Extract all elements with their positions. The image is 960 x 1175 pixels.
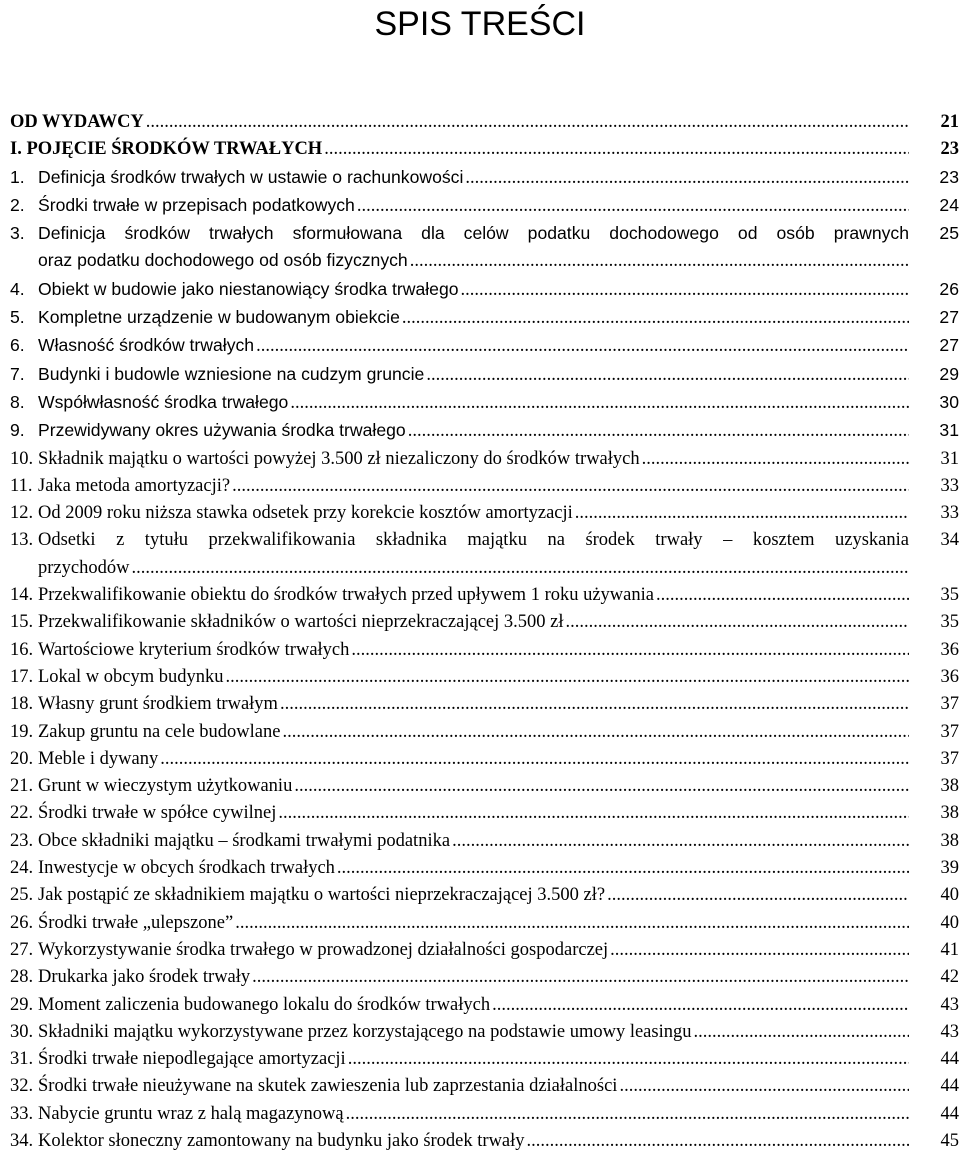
toc-entry[interactable] bbox=[10, 828, 960, 855]
page-title: SPIS TREŚCI bbox=[374, 5, 586, 43]
toc-entry-main bbox=[38, 473, 909, 500]
toc-entry-page: 38 bbox=[940, 803, 959, 824]
toc-entry-page: 40 bbox=[940, 885, 959, 906]
toc-entry-page: 45 bbox=[940, 1130, 959, 1151]
toc-entry-main bbox=[38, 361, 909, 389]
toc-entry-main bbox=[38, 1101, 909, 1128]
toc-entry-body bbox=[10, 1101, 909, 1128]
toc-entry[interactable] bbox=[10, 773, 960, 800]
toc-entry[interactable] bbox=[10, 220, 960, 276]
toc-entry-number: 26. bbox=[10, 912, 34, 933]
dot-leader bbox=[290, 390, 909, 417]
toc-entry-body bbox=[10, 136, 909, 163]
toc-entry-main bbox=[38, 719, 909, 746]
toc-entry-title: Obiekt w budowie jako niestanowiący środka trwałego bbox=[38, 278, 459, 299]
toc-entry[interactable] bbox=[10, 527, 960, 582]
toc-entry-main bbox=[38, 964, 909, 991]
toc-entry-title: I. POJĘCIE ŚRODKÓW TRWAŁYCH bbox=[10, 139, 323, 160]
toc-entry-page: 29 bbox=[939, 363, 959, 384]
toc-entry-body bbox=[10, 109, 909, 136]
toc-entry-number: 27. bbox=[10, 939, 34, 960]
dot-leader bbox=[146, 109, 909, 136]
toc-entry-number: 1. bbox=[10, 166, 25, 187]
toc-entry[interactable] bbox=[10, 719, 960, 746]
toc-entry[interactable] bbox=[10, 1073, 960, 1100]
toc-entry-page: 44 bbox=[940, 1076, 959, 1097]
toc-entry-body bbox=[10, 220, 909, 276]
toc-entry-page: 37 bbox=[940, 694, 959, 715]
toc-entry-title: Meble i dywany bbox=[38, 748, 159, 769]
toc-entry-number: 3. bbox=[10, 223, 25, 244]
toc-entry-number: 5. bbox=[10, 307, 25, 328]
toc-entry-body bbox=[10, 910, 909, 937]
toc-entry-page: 36 bbox=[940, 639, 959, 660]
toc-entry-body bbox=[10, 937, 909, 964]
toc-entry-main bbox=[38, 937, 909, 964]
toc-entry[interactable] bbox=[10, 304, 960, 332]
toc-entry-body bbox=[10, 473, 909, 500]
toc-entry-main bbox=[38, 691, 909, 718]
toc-entry-page: 35 bbox=[940, 612, 959, 633]
toc-entry-page: 31 bbox=[939, 420, 959, 441]
toc-entry-title: Kompletne urządzenie w budowanym obiekcie bbox=[38, 307, 400, 328]
toc-entry-number: 4. bbox=[10, 278, 25, 299]
dot-leader bbox=[426, 362, 909, 389]
dot-leader bbox=[160, 746, 909, 773]
toc-entry-page: 39 bbox=[940, 858, 959, 879]
dot-leader bbox=[324, 136, 909, 163]
toc-entry[interactable] bbox=[10, 964, 960, 991]
toc-entry-page: 23 bbox=[939, 166, 959, 187]
toc-entry-main bbox=[38, 332, 909, 360]
dot-leader bbox=[461, 277, 909, 304]
dot-leader bbox=[452, 828, 909, 855]
dot-leader bbox=[410, 248, 909, 275]
toc-entry-page: 40 bbox=[940, 912, 959, 933]
toc-entry[interactable] bbox=[10, 389, 960, 417]
dot-leader bbox=[346, 1101, 909, 1128]
toc-entry-main bbox=[10, 136, 909, 163]
toc-entry-page: 38 bbox=[940, 776, 959, 797]
toc-entry-number: 19. bbox=[10, 721, 34, 742]
toc-entry-page: 31 bbox=[940, 448, 959, 469]
dot-leader bbox=[607, 882, 909, 909]
toc-entry-page: 27 bbox=[939, 335, 959, 356]
toc-entry-page: 30 bbox=[939, 391, 959, 412]
toc-entry[interactable] bbox=[10, 500, 960, 527]
toc-entry-body bbox=[10, 609, 909, 636]
toc-entry-page: 24 bbox=[939, 194, 959, 215]
toc-entry-number: 12. bbox=[10, 503, 34, 524]
toc-entry-body bbox=[10, 527, 909, 582]
toc-entry-body bbox=[10, 855, 909, 882]
toc-entry-main bbox=[38, 1019, 909, 1046]
toc-entry-title: Własność środków trwałych bbox=[38, 335, 255, 356]
toc-entry-title: Środki trwałe nieużywane na skutek zawieszenia lub zaprzestania działalności bbox=[38, 1076, 618, 1097]
toc-entry-title: Środki trwałe niepodlegające amortyzacji bbox=[38, 1049, 346, 1070]
toc-entry[interactable] bbox=[10, 361, 960, 389]
toc-entry-page: 36 bbox=[940, 666, 959, 687]
dot-leader bbox=[252, 964, 909, 991]
toc-entry[interactable] bbox=[10, 192, 960, 220]
toc-entry[interactable] bbox=[10, 446, 960, 473]
toc-entry-title: Drukarka jako środek trwały bbox=[38, 967, 251, 988]
toc-entry-main bbox=[38, 828, 909, 855]
toc-entry-page: 42 bbox=[940, 967, 959, 988]
toc-entry-title: Przekwalifikowanie obiektu do środków trwałych przed upływem 1 roku używania bbox=[38, 585, 654, 606]
toc-entry-number: 17. bbox=[10, 666, 34, 687]
toc-entry-main bbox=[38, 500, 909, 527]
toc-entry-body bbox=[10, 992, 909, 1019]
toc-entry-number: 6. bbox=[10, 335, 25, 356]
toc-entry-title: Lokal w obcym budynku bbox=[38, 666, 224, 687]
toc-entry-main bbox=[38, 637, 909, 664]
toc-entry-body bbox=[10, 389, 909, 417]
toc-entry[interactable] bbox=[10, 136, 960, 163]
toc-entry-body bbox=[10, 882, 909, 909]
toc-entry-body bbox=[10, 1128, 909, 1155]
dot-leader bbox=[693, 1019, 909, 1046]
toc-entry-number: 25. bbox=[10, 885, 34, 906]
toc-entry-main bbox=[38, 664, 909, 691]
toc-entry[interactable] bbox=[10, 582, 960, 609]
toc-entry-number: 20. bbox=[10, 748, 34, 769]
toc-entry-number: 33. bbox=[10, 1103, 34, 1124]
toc-entry-page: 27 bbox=[939, 307, 959, 328]
toc-entry-number: 31. bbox=[10, 1049, 34, 1070]
toc-entry-body bbox=[10, 417, 909, 445]
toc-entry-body bbox=[10, 582, 909, 609]
toc-entry-title: Inwestycje w obcych środkach trwałych bbox=[38, 858, 335, 879]
toc-entry-body bbox=[10, 664, 909, 691]
toc-entry-page: 37 bbox=[940, 721, 959, 742]
toc-entry-title: Budynki i budowle wzniesione na cudzym gruncie bbox=[38, 363, 425, 384]
toc-entry-number: 2. bbox=[10, 194, 25, 215]
toc-entry-body bbox=[10, 500, 909, 527]
dot-leader bbox=[278, 800, 909, 827]
toc-entry-number: 13. bbox=[10, 530, 34, 551]
toc-entry[interactable] bbox=[10, 1046, 960, 1073]
dot-leader bbox=[337, 855, 909, 882]
toc-entry-number: 7. bbox=[10, 363, 25, 384]
toc-entry-title: Wartościowe kryterium środków trwałych bbox=[38, 639, 350, 660]
toc-entry-number: 8. bbox=[10, 391, 25, 412]
toc-entry[interactable] bbox=[10, 417, 960, 445]
toc-entry-number: 18. bbox=[10, 694, 34, 715]
toc-entry-body bbox=[10, 1073, 909, 1100]
toc-entry-page: 43 bbox=[940, 994, 959, 1015]
toc-entry-number: 23. bbox=[10, 830, 34, 851]
toc-entry-body bbox=[10, 361, 909, 389]
toc-entry-number: 28. bbox=[10, 967, 34, 988]
toc-entry-main bbox=[38, 992, 909, 1019]
toc-entry-number: 22. bbox=[10, 803, 34, 824]
dot-leader bbox=[527, 1128, 909, 1155]
toc-entry-body bbox=[10, 276, 909, 304]
toc-entry-body bbox=[10, 773, 909, 800]
toc-entry-number: 11. bbox=[10, 475, 33, 496]
dot-leader bbox=[492, 992, 909, 1019]
toc-entry-body bbox=[10, 446, 909, 473]
toc-entry-body bbox=[10, 719, 909, 746]
toc-entry-main bbox=[38, 304, 909, 332]
toc-entry-number: 21. bbox=[10, 776, 34, 797]
toc-entry-title: Zakup gruntu na cele budowlane bbox=[38, 721, 281, 742]
toc-entry-title: Jak postąpić ze składnikiem majątku o wartości nieprzekraczającej 3.500 zł? bbox=[38, 885, 606, 906]
toc-entry-body bbox=[10, 691, 909, 718]
toc-entry-body bbox=[10, 964, 909, 991]
dot-leader bbox=[348, 1046, 909, 1073]
toc-entry-body bbox=[10, 800, 909, 827]
toc-entry-main bbox=[38, 276, 909, 304]
toc-entry-main bbox=[38, 192, 909, 220]
toc-entry-title: Własny grunt środkiem trwałym bbox=[38, 694, 278, 715]
toc-entry[interactable] bbox=[10, 855, 960, 882]
toc-entry-body bbox=[10, 828, 909, 855]
toc-entry-main bbox=[38, 389, 909, 417]
toc-entry[interactable] bbox=[10, 637, 960, 664]
toc-entry-title: Kolektor słoneczny zamontowany na budynku jako środek trwały bbox=[38, 1130, 525, 1151]
toc-entry-page: 34 bbox=[940, 530, 959, 551]
dot-leader bbox=[619, 1073, 909, 1100]
toc-entry-body bbox=[10, 192, 909, 220]
toc-entry-page: 38 bbox=[940, 830, 959, 851]
toc-entry-number: 32. bbox=[10, 1076, 34, 1097]
toc-entry-main bbox=[38, 746, 909, 773]
toc-entry-page: 35 bbox=[940, 585, 959, 606]
dot-leader bbox=[575, 500, 909, 527]
toc-entry-title-continuation: oraz podatku dochodowego od osób fizycznych bbox=[38, 250, 408, 271]
toc-entry[interactable] bbox=[10, 910, 960, 937]
toc-entry-number: 24. bbox=[10, 858, 34, 879]
toc-entry-page: 33 bbox=[940, 475, 959, 496]
toc-entry[interactable] bbox=[10, 109, 960, 136]
toc-entry-main bbox=[38, 855, 909, 882]
toc-entry-title: Moment zaliczenia budowanego lokalu do środków trwałych bbox=[38, 994, 491, 1015]
toc-entry-title: Definicja środków trwałych w ustawie o rachunkowości bbox=[38, 166, 464, 187]
toc-entry-page: 25 bbox=[939, 223, 959, 244]
toc-entry-main bbox=[38, 1073, 909, 1100]
toc-entry-title: Przekwalifikowanie składników o wartości nieprzekraczającej 3.500 zł bbox=[38, 612, 564, 633]
toc-entry-page: 41 bbox=[940, 939, 959, 960]
toc-entry[interactable] bbox=[10, 937, 960, 964]
toc-entry-number: 16. bbox=[10, 639, 34, 660]
toc-entry-main bbox=[38, 773, 909, 800]
toc-entry-number: 29. bbox=[10, 994, 34, 1015]
toc-entry[interactable] bbox=[10, 473, 960, 500]
toc-entry-main bbox=[38, 527, 909, 582]
toc-entry-number: 34. bbox=[10, 1130, 34, 1151]
toc-entry-title: Wykorzystywanie środka trwałego w prowadzonej działalności gospodarczej bbox=[38, 939, 609, 960]
toc-entry-main bbox=[38, 609, 909, 636]
toc-entry-main bbox=[38, 910, 909, 937]
dot-leader bbox=[226, 664, 910, 691]
toc-entry-body bbox=[10, 746, 909, 773]
toc-entry-main bbox=[38, 800, 909, 827]
toc-entry-page: 26 bbox=[939, 278, 959, 299]
toc-entry-body bbox=[10, 304, 909, 332]
toc-entry[interactable] bbox=[10, 164, 960, 192]
toc-entry[interactable] bbox=[10, 746, 960, 773]
toc-entry-main bbox=[38, 1128, 909, 1155]
toc-entry-main bbox=[38, 417, 909, 445]
toc-entry-title: Składnik majątku o wartości powyżej 3.500 zł niezaliczony do środków trwałych bbox=[38, 448, 640, 469]
toc-entry-title: Współwłasność środka trwałego bbox=[38, 391, 289, 412]
toc-entry-body bbox=[10, 164, 909, 192]
toc-entry-number: 10. bbox=[10, 448, 34, 469]
toc-entry-main bbox=[38, 1046, 909, 1073]
toc-entry-page: 37 bbox=[940, 748, 959, 769]
toc-entry-body bbox=[10, 1046, 909, 1073]
dot-leader bbox=[235, 910, 909, 937]
toc-entry[interactable] bbox=[10, 1128, 960, 1155]
toc-entry-title-continuation: przychodów bbox=[38, 557, 130, 578]
toc-entry-main bbox=[10, 109, 909, 136]
table-of-contents bbox=[10, 109, 960, 1155]
toc-entry[interactable] bbox=[10, 332, 960, 360]
toc-entry-number: 30. bbox=[10, 1021, 34, 1042]
dot-leader bbox=[656, 582, 909, 609]
dot-leader bbox=[465, 165, 909, 192]
toc-entry-title: Środki trwałe w spółce cywilnej bbox=[38, 803, 277, 824]
toc-entry-title: Definicja środków trwałych sformułowana dla celów podatku dochodowego od osób prawnych bbox=[38, 223, 909, 244]
dot-leader bbox=[408, 418, 909, 445]
toc-entry-body bbox=[10, 1019, 909, 1046]
dot-leader bbox=[256, 333, 909, 360]
toc-entry[interactable] bbox=[10, 664, 960, 691]
toc-entry-main bbox=[38, 220, 909, 276]
toc-entry-title: Od 2009 roku niższa stawka odsetek przy korekcie kosztów amortyzacji bbox=[38, 503, 573, 524]
toc-entry[interactable] bbox=[10, 1019, 960, 1046]
dot-leader bbox=[294, 773, 909, 800]
toc-entry[interactable] bbox=[10, 276, 960, 304]
toc-entry-body bbox=[10, 637, 909, 664]
dot-leader bbox=[351, 637, 909, 664]
toc-entry-number: 9. bbox=[10, 420, 25, 441]
toc-entry-number: 15. bbox=[10, 612, 34, 633]
dot-leader bbox=[402, 305, 909, 332]
toc-entry-page: 43 bbox=[940, 1021, 959, 1042]
toc-entry-page: 44 bbox=[940, 1049, 959, 1070]
toc-entry-title: Nabycie gruntu wraz z halą magazynową bbox=[38, 1103, 344, 1124]
dot-leader bbox=[131, 555, 909, 582]
toc-entry[interactable] bbox=[10, 800, 960, 827]
toc-entry-page: 23 bbox=[940, 139, 959, 160]
toc-entry-page: 21 bbox=[940, 112, 959, 132]
toc-entry-title: Środki trwałe „ulepszone” bbox=[38, 912, 234, 933]
toc-entry-title: Środki trwałe w przepisach podatkowych bbox=[38, 194, 355, 215]
toc-entry-title: Przewidywany okres używania środka trwałego bbox=[38, 420, 406, 441]
toc-entry[interactable] bbox=[10, 1101, 960, 1128]
toc-entry-title: OD WYDAWCY bbox=[10, 112, 144, 132]
toc-entry-title: Grunt w wieczystym użytkowaniu bbox=[38, 776, 293, 797]
toc-entry-title: Składniki majątku wykorzystywane przez korzystającego na podstawie umowy leasingu bbox=[38, 1021, 692, 1042]
toc-entry-title: Jaka metoda amortyzacji? bbox=[38, 475, 231, 496]
toc-entry[interactable] bbox=[10, 609, 960, 636]
toc-entry-number: 14. bbox=[10, 585, 34, 606]
dot-leader bbox=[566, 609, 910, 636]
dot-leader bbox=[610, 937, 909, 964]
toc-entry[interactable] bbox=[10, 992, 960, 1019]
dot-leader bbox=[280, 691, 909, 718]
dot-leader bbox=[357, 193, 909, 220]
toc-entry-body bbox=[10, 332, 909, 360]
toc-entry[interactable] bbox=[10, 882, 960, 909]
dot-leader bbox=[232, 473, 909, 500]
toc-entry-page: 33 bbox=[940, 503, 959, 524]
toc-entry-main bbox=[38, 882, 909, 909]
toc-entry-main bbox=[38, 446, 909, 473]
toc-entry[interactable] bbox=[10, 691, 960, 718]
toc-entry-main bbox=[38, 582, 909, 609]
toc-entry-title: Obce składniki majątku – środkami trwałymi podatnika bbox=[38, 830, 451, 851]
dot-leader bbox=[642, 446, 909, 473]
toc-entry-title: Odsetki z tytułu przekwalifikowania składnika majątku na środek trwały – kosztem uzyskania bbox=[38, 530, 909, 551]
dot-leader bbox=[282, 719, 909, 746]
toc-entry-main bbox=[38, 164, 909, 192]
toc-entry-page: 44 bbox=[940, 1103, 959, 1124]
